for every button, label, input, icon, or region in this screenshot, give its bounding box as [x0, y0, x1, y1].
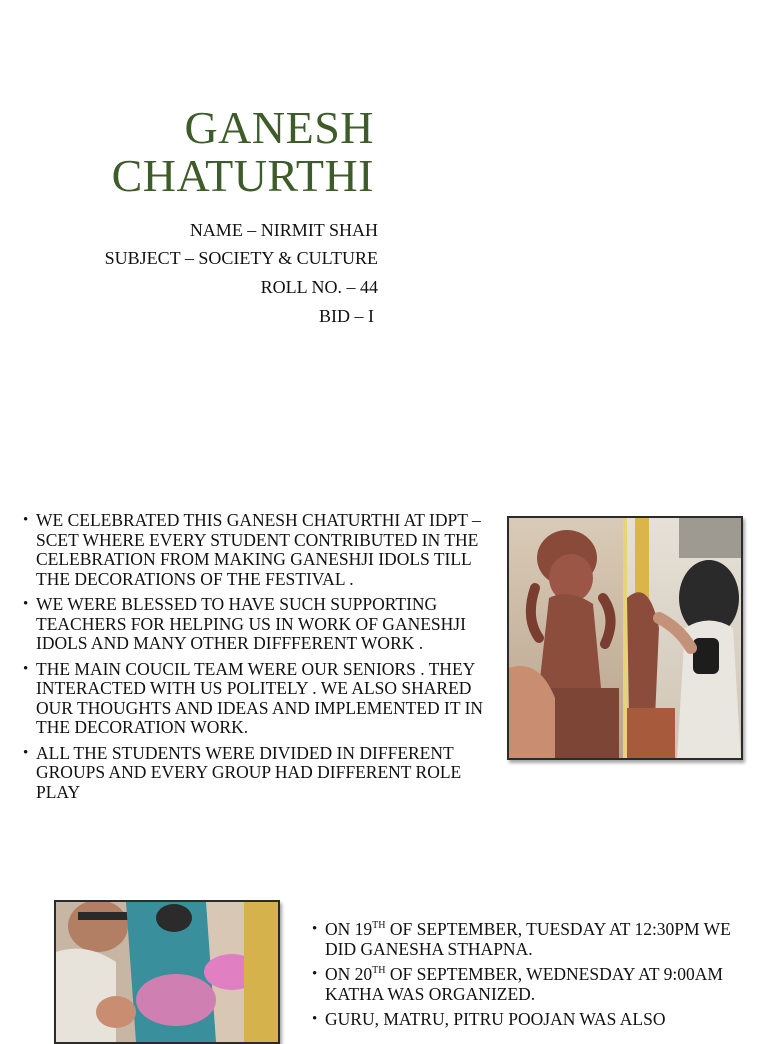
presentation-title — [60, 104, 374, 200]
author-name: NAME – NIRMIT SHAH — [189, 220, 378, 240]
idol-making-photo — [507, 516, 743, 760]
bullet-item: • THE MAIN COUCIL TEAM WERE OUR SENIORS . THEY INTERACTED WITH US POLITELY . WE ALSO SHARED OUR THOUGHTS AND IDEAS AND IMPLEMENTED IT IN THE DECORATION WORK. — [23, 660, 488, 738]
bullet-item: • ON 19TH OF SEPTEMBER, TUESDAY AT 12:30PM WE DID GANESHA STHAPNA. — [312, 920, 752, 959]
bullet-item: • GURU, MATRU, PITRU POOJAN WAS ALSO — [312, 1010, 752, 1030]
celebration-illustration — [56, 902, 278, 1042]
celebration-photo — [54, 900, 280, 1044]
bullet-item: • WE WERE BLESSED TO HAVE SUCH SUPPORTING TEACHERS FOR HELPING US IN WORK OF GANESHJI IDOLS AND MANY OTHER DIFFFERENT WORK . — [23, 595, 488, 654]
title-line-1: GANESH — [184, 102, 374, 153]
subject-line: SUBJECT – SOCIETY & CULTURE — [104, 248, 378, 268]
idol-making-illustration — [509, 518, 741, 758]
events-bullet-list — [312, 920, 752, 1036]
roll-number: ROLL NO. – 44 — [260, 277, 378, 297]
bullet-item: • ALL THE STUDENTS WERE DIVIDED IN DIFFERENT GROUPS AND EVERY GROUP HAD DIFFERENT ROLE PLAY — [23, 744, 488, 803]
celebration-bullet-list — [23, 511, 488, 808]
title-line-2: CHATURTHI — [111, 150, 374, 201]
bullet-item: • ON 20TH OF SEPTEMBER, WEDNESDAY AT 9:00AM KATHA WAS ORGANIZED. — [312, 965, 752, 1004]
batch-id: BID – I — [319, 306, 374, 326]
bullet-item: • WE CELEBRATED THIS GANESH CHATURTHI AT IDPT – SCET WHERE EVERY STUDENT CONTRIBUTED IN THE CELEBRATION FROM MAKING GANESHJI IDOLS TILL THE DECORATIONS OF THE FESTIVAL . — [23, 511, 488, 589]
